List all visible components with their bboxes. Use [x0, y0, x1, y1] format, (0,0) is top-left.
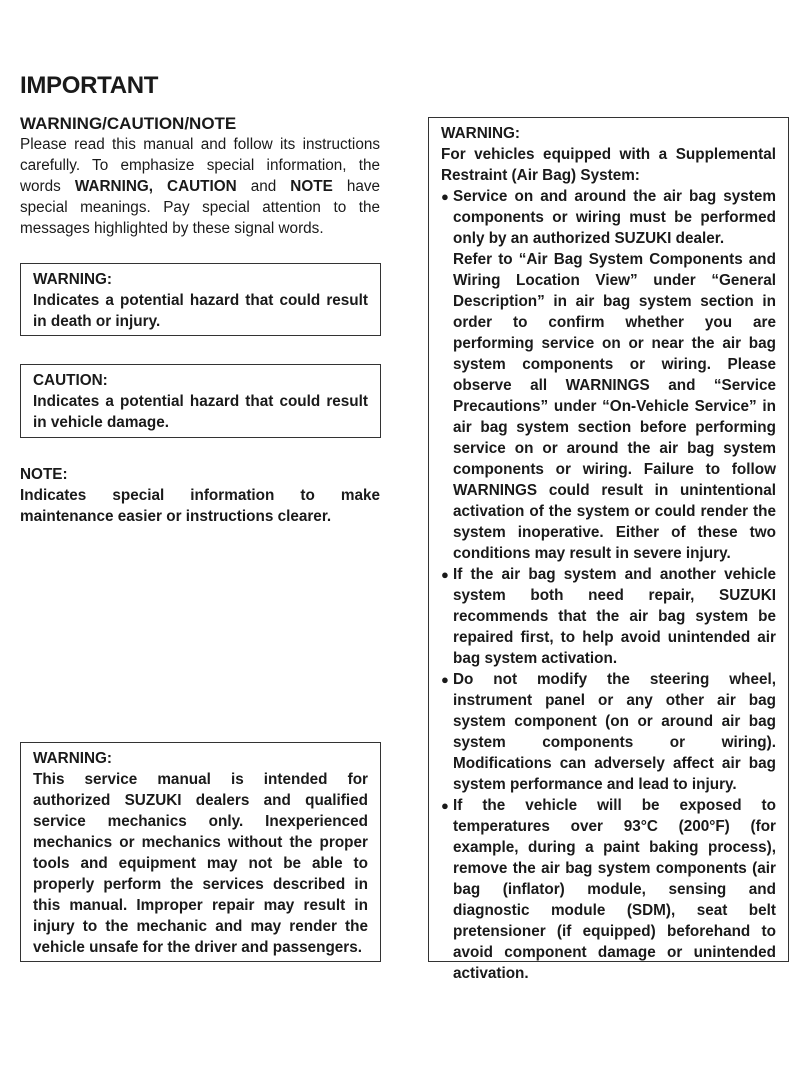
note-definition-label: NOTE: — [20, 466, 68, 483]
note-definition-text: Indicates special information to make maintenance easier or instructions clearer. — [20, 487, 380, 525]
bullet-icon: ● — [441, 189, 449, 204]
airbag-warning-list — [441, 186, 776, 984]
service-warning-text: This service manual is intended for authorized SUZUKI dealers and qualified service mechanics only. Inexperienced mechanics or mechanics without the proper tools and equipment may not be able to properly perform the services described in this manual. Improper repair may result in injury to the mechanic and may render the vehicle unsafe for the driver and passengers. — [33, 771, 368, 956]
service-warning-label: WARNING: — [33, 750, 113, 767]
caution-definition-label: CAUTION: — [33, 372, 108, 389]
caution-definition-box — [20, 364, 381, 438]
intro-bold-1: WARNING, CAUTION — [74, 178, 237, 195]
list-item — [441, 669, 776, 795]
bullet-icon: ● — [441, 567, 449, 582]
bullet-extra-text: Refer to “Air Bag System Components and Wiring Location View” under “General Description” in air bag system section in order to confirm whether you are performing service on or near the air bag system components or wiring. Please observe all WARNINGS and “Service Precautions” under “On-Vehicle Service” in air bag system section before performing service on or around the air bag system components or wiring. Failure to follow WARNINGS could result in unintentional activation of the system or could render the system inoperative. Either of these two conditions may result in severe injury. — [453, 251, 776, 562]
airbag-warning-label: WARNING: — [441, 125, 521, 142]
intro-paragraph — [20, 134, 380, 239]
bullet-icon: ● — [441, 672, 449, 687]
bullet-text: If the air bag system and another vehicle system both need repair, SUZUKI recommends that the air bag system be repaired first, to help avoid unintended air bag system activation. — [453, 566, 776, 667]
bullet-text: Do not modify the steering wheel, instrument panel or any other air bag system component (on or around air bag system components or wiring). Modifications can adversely affect air bag system performance and lead to injury. — [453, 671, 776, 793]
intro-text-2: and — [236, 178, 291, 195]
intro-bold-2: NOTE — [290, 178, 333, 195]
list-item — [441, 186, 776, 564]
caution-definition-text: Indicates a potential hazard that could result in vehicle damage. — [33, 393, 368, 431]
note-definition — [20, 464, 380, 527]
bullet-icon: ● — [441, 798, 449, 813]
page-title: IMPORTANT — [20, 72, 159, 99]
warning-definition-text: Indicates a potential hazard that could result in death or injury. — [33, 292, 368, 330]
bullet-text: If the vehicle will be exposed to temperatures over 93°C (200°F) (for example, during a paint baking process), remove the air bag system components (air bag (inflator) module, sensing and diagnostic module (SDM), seat belt pretensioner (if equipped) beforehand to avoid component damage or unintended activation. — [453, 797, 776, 982]
bullet-text: Service on and around the air bag system components or wiring must be performed only by an authorized SUZUKI dealer. — [453, 188, 776, 247]
list-item — [441, 564, 776, 669]
list-item — [441, 795, 776, 984]
warning-definition-label: WARNING: — [33, 271, 113, 288]
warning-definition-box — [20, 263, 381, 336]
intro-text-1: Please read this manual and follow its instructions carefully. To emphasize special information, the words — [20, 136, 380, 195]
intro-text-3: have special meanings. Pay special attention to the messages highlighted by these signal words. — [20, 178, 380, 237]
airbag-warning-intro: For vehicles equipped with a Supplemental Restraint (Air Bag) System: — [441, 146, 776, 184]
section-subtitle: WARNING/CAUTION/NOTE — [20, 114, 237, 133]
airbag-warning-box — [428, 117, 789, 982]
service-warning-box — [20, 742, 381, 962]
